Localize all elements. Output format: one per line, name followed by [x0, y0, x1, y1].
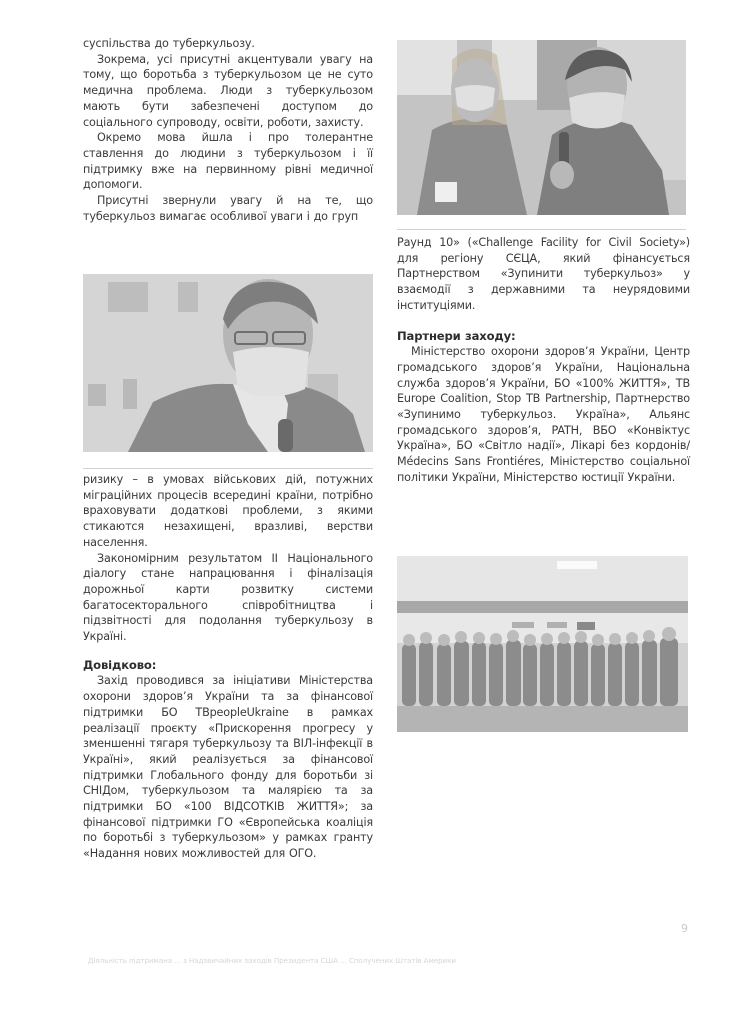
- reference-heading: Довідково:: [83, 657, 157, 672]
- left-column-top-text: [83, 36, 373, 224]
- paragraph: Зокрема, усі присутні акцентували увагу на тому, що боротьба з туберкульозом це не суто медична проблема. Люди з туберкульозом мають бути забезпечені доступом до соціального супроводу, освіти, роботи, захисту.: [83, 52, 373, 129]
- page-number: 9: [681, 922, 688, 935]
- paragraph: Присутні звернули увагу й на те, що туберкульоз вимагає особливої уваги і до груп: [83, 194, 373, 223]
- speaker-image: [83, 274, 373, 452]
- paragraph: ризику – в умовах військових дій, потужних міграційних процесів всередині країни, потрібно враховувати додаткові проблеми, з якими стикаются незахищені, вразливі, верстви населення.: [83, 473, 373, 549]
- paragraph: Окремо мова йшла і про толерантне ставлення до людини з туберкульозом і її підтримку вже на первинному рівні медичної допомоги.: [83, 131, 373, 192]
- partners-paragraph: Міністерство охорони здоров’я України, Центр громадського здоров’я України, Національна служба здоров’я України, БО «100% ЖИТТЯ», TB Europe Coalition, Stop TB Partnership, Партнерство «Зупинимо туберкульоз. Україна», Альянс громадського здоров’я, PATH, ВБО «Конвіктус Україна», БО «Світло надії», Лікарі без кордонів/ Médecins Sans Frontiéres, Міністерство соціальної політики України, Міністерство юстиції України.: [397, 345, 690, 484]
- divider: [397, 229, 686, 230]
- panelists-image: [397, 40, 686, 215]
- paragraph: суспільства до туберкульозу.: [83, 37, 255, 50]
- right-column-text: [397, 235, 690, 486]
- paragraph: Закономірним результатом II Національного діалогу стане напрацювання і фіналізація дорожньої карти розвитку системи багатосекторального співробітництва і підзвітності для подолання туберкульозу в Україні.: [83, 551, 373, 644]
- photo-two-panelists: [397, 40, 686, 215]
- left-column-bottom-text: [83, 472, 373, 862]
- footer-disclaimer: Діяльність підтримана ... з Надзвичайних заходів Президента США ... Сполучених Штатів Америки: [88, 956, 456, 965]
- photo-group: [397, 556, 688, 732]
- photo-speaker-with-microphone: [83, 274, 373, 452]
- paragraph: Раунд 10» («Challenge Facility for Civil Society») для регіону СЄЦА, який фінансується Партнерством «Зупинити туберкульоз» у взаємодії з державними та неурядовими інституціями.: [397, 236, 690, 312]
- group-image: [397, 556, 688, 732]
- reference-paragraph: Захід проводився за ініціативи Міністерства охорони здоров’я України та за фінансової підтримки БО TBpeopleUkraine в рамках реалізації проєкту «Прискорення прогресу у зменшенні тягаря туберкульозу та ВІЛ-інфекції в Україні», який реалізується за фінансової підтримки Глобального фонду для боротьби зі СНІДом, туберкульозом та малярією та за підтримки БО «100 ВІДСОТКІВ ЖИТТЯ»; за фінансової підтримки ГО «Європейська коаліція по боротьбі з туберкульозом» у рамках гранту «Надання нових можливостей для ОГО.: [83, 674, 373, 861]
- partners-heading: Партнери заходу:: [397, 328, 516, 343]
- divider: [83, 468, 373, 469]
